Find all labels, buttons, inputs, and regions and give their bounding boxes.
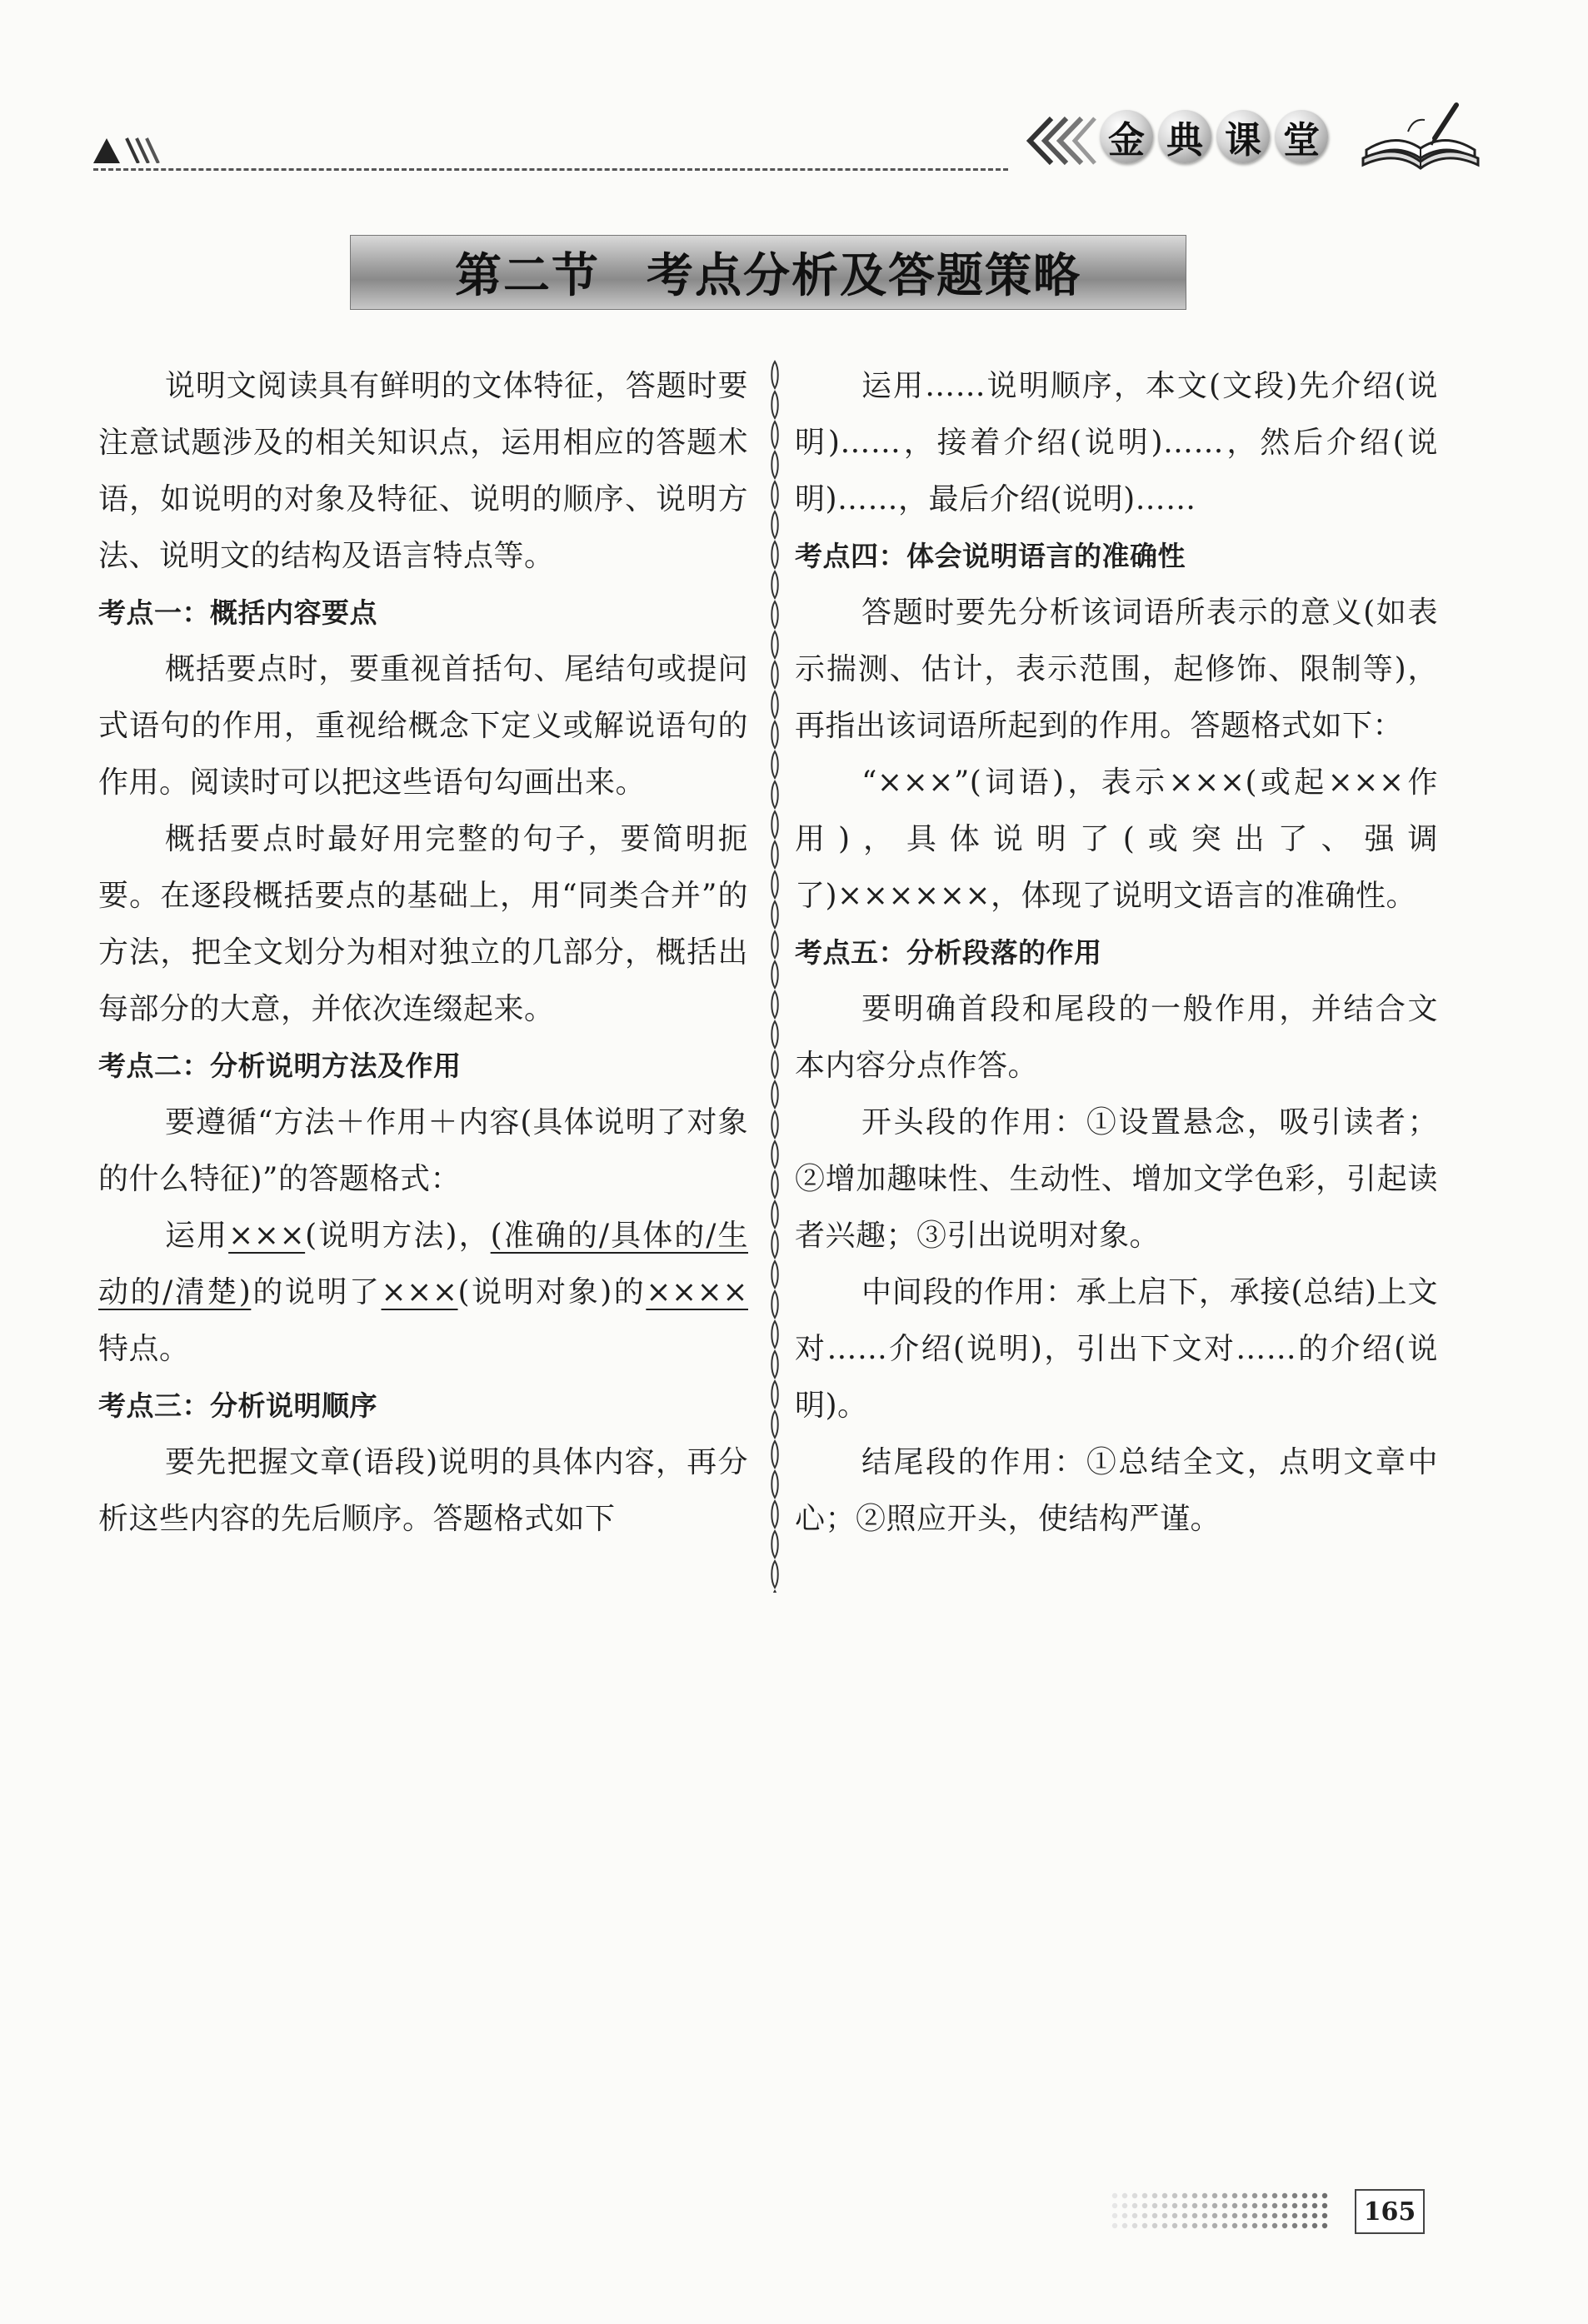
- point3-heading: 考点三：分析说明顺序: [98, 1389, 377, 1422]
- format-text: 特点。: [98, 1332, 190, 1366]
- header-triangle-marks: [93, 133, 160, 163]
- point4-answer-format: “×××”(词语)，表示×××(或起×××作用)，具体说明了(或突出了、强调了)××××××，体现了说明文语言的准确性。: [795, 766, 1438, 913]
- footer-dot-pattern: [1108, 2191, 1333, 2231]
- point3-paragraph-1: 要先把握文章(语段)说明的具体内容，再分析这些内容的先后顺序。答题格式如下: [98, 1445, 748, 1536]
- format-text: (说明对象)的: [457, 1275, 647, 1309]
- point5-paragraph-4: 结尾段的作用：①总结全文，点明文章中心；②照应开头，使结构严谨。: [795, 1445, 1438, 1536]
- point4-heading: 考点四：体会说明语言的准确性: [795, 540, 1186, 572]
- section-title: [350, 235, 1186, 310]
- point2-paragraph-1: 要遵循“方法＋作用＋内容(具体说明了对象的什么特征)”的答题格式：: [98, 1105, 748, 1196]
- point1-heading: 考点一：概括内容要点: [98, 596, 377, 629]
- brand-char: 金: [1100, 110, 1153, 163]
- left-column: [98, 358, 748, 1548]
- point5-paragraph-2: 开头段的作用：①设置悬念，吸引读者；②增加趣味性、生动性、增加文学色彩，引起读者兴趣；③引出说明对象。: [795, 1105, 1438, 1253]
- point1-paragraph-2: 概括要点时最好用完整的句子，要简明扼要。在逐段概括要点的基础上，用“同类合并”的方法，把全文划分为相对独立的几部分，概括出每部分的大意，并依次连缀起来。: [98, 822, 748, 1026]
- format-text: 的说明了: [251, 1275, 382, 1309]
- section-name: 考点分析及答题策略: [647, 248, 1081, 303]
- brand-char: 典: [1158, 110, 1211, 163]
- brand-logo: [1100, 110, 1328, 163]
- point2-answer-format: [98, 1208, 748, 1378]
- format-blank: ××××: [646, 1275, 748, 1309]
- point2-heading: 考点二：分析说明方法及作用: [98, 1050, 462, 1082]
- point5-heading: 考点五：分析段落的作用: [795, 936, 1102, 969]
- point5-paragraph-1: 要明确首段和尾段的一般作用，并结合文本内容分点作答。: [795, 992, 1438, 1083]
- book-pen-icon: [1358, 98, 1483, 172]
- brand-char: 堂: [1275, 110, 1328, 163]
- right-column: [795, 358, 1438, 1548]
- point5-paragraph-3: 中间段的作用：承上启下，承接(总结)上文对……介绍(说明)，引出下文对……的介绍(说明)。: [795, 1275, 1438, 1423]
- format-text: (说明方法)，: [305, 1219, 491, 1253]
- section-number: 第二节: [455, 248, 600, 303]
- point1-paragraph-1: 概括要点时，要重视首括句、尾结句或提问式语句的作用，重视给概念下定义或解说语句的作用。阅读时可以把这些语句勾画出来。: [98, 652, 748, 800]
- format-blank: ×××: [381, 1275, 458, 1309]
- format-text: 运用: [165, 1219, 229, 1253]
- column-divider: [767, 360, 783, 1593]
- page-number: 165: [1355, 2189, 1425, 2234]
- header-dashed-rule: [93, 168, 1008, 171]
- brand-char: 课: [1216, 110, 1270, 163]
- point3-answer-format: 运用……说明顺序，本文(文段)先介绍(说明)……，接着介绍(说明)……，然后介绍(说明)……，最后介绍(说明)……: [795, 369, 1438, 516]
- intro-paragraph: 说明文阅读具有鲜明的文体特征，答题时要注意试题涉及的相关知识点，运用相应的答题术语，如说明的对象及特征、说明的顺序、说明方法、说明文的结构及语言特点等。: [98, 369, 748, 573]
- chevron-left-icon: [1023, 115, 1096, 167]
- format-blank: (准确的/具体的/生动的/清楚): [98, 1219, 748, 1309]
- format-blank: ×××: [228, 1219, 306, 1253]
- point4-paragraph-1: 答题时要先分析该词语所表示的意义(如表示揣测、估计，表示范围，起修饰、限制等)，再指出该词语所起到的作用。答题格式如下：: [795, 596, 1438, 743]
